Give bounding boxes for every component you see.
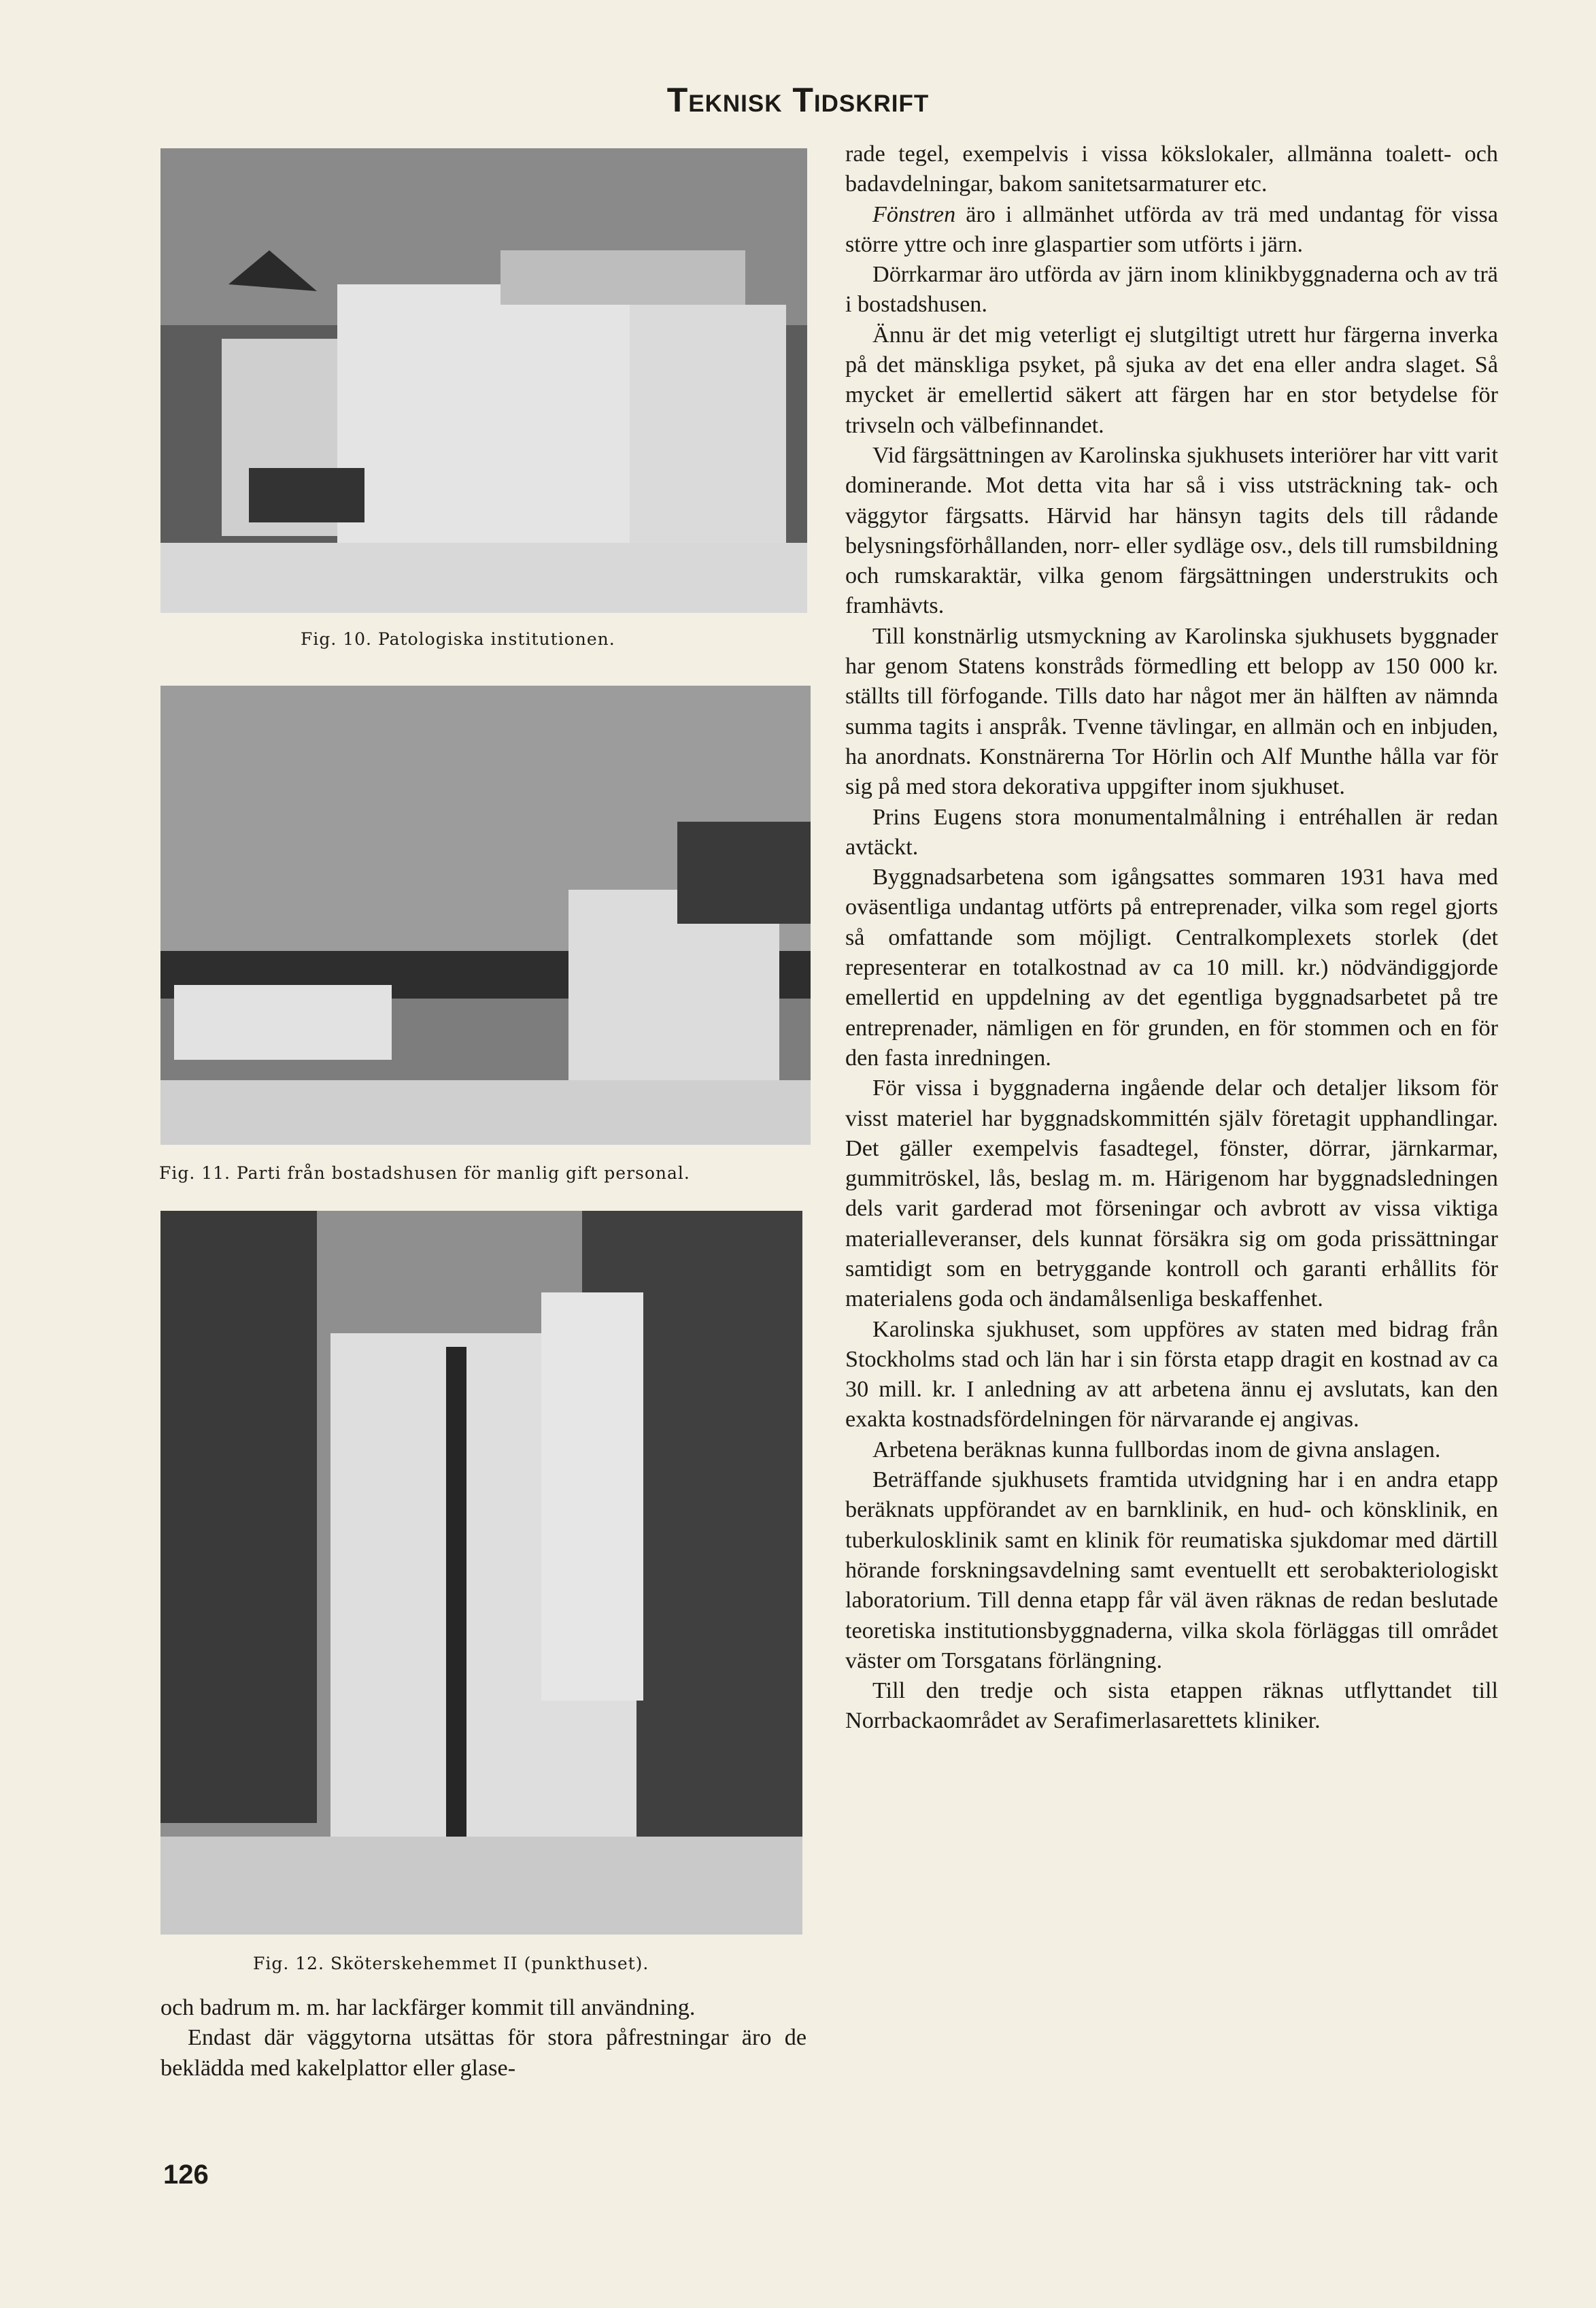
paragraph: Beträffande sjukhusets framtida utvidgning har i en andra etapp beräknats uppförandet av en barnklinik, en hud- och könsklinik, en tuberkulosklinik samt en klinik för reumatiska sjukdomar med därtill hörande forskningsavdelning samt eventuellt ett serobakteriologiskt laboratorium. Till denna etapp får väl även räknas de redan beslutade teoretiska institutionsbyggnaderna, vilka skola förläggas till området väster om Torsgatans förlängning. [845,1467,1498,1673]
paragraph [845,200,1498,261]
paragraph: Byggnadsarbetena som igångsattes sommaren 1931 hava med oväsentliga undantag utförts på entreprenader, vilka som regel gjorts så omfattande som möjligt. Centralkomplexets storlek (det representerar en totalkostnad av ca 10 mill. kr.) nödvändiggjorde emellertid en uppdelning av det egentliga byggnadsarbetet på tre entreprenader, nämligen en för grunden, en för stommen och en för den fasta inredningen. [845,865,1498,1071]
paragraph: Vid färgsättningen av Karolinska sjukhusets interiörer har vitt varit dominerande. Mot detta vita har så i viss utsträckning tak- och väggytor färgsatts. Härvid har hänsyn tagits dels till rådande belysningsförhållanden, norr- eller sydläge osv., dels till rumsbildning och rumskaraktär, vilka genom färgsättningen understrukits och framhävts. [845,442,1498,619]
fig10-photo [160,148,807,613]
fig11-caption: Fig. 11. Parti från bostadshusen för manlig gift personal. [159,1163,690,1183]
fig12-photo [160,1211,802,1935]
paragraph: Dörrkarmar äro utförda av järn inom klinikbyggnaderna och av trä i bostadshusen. [845,262,1498,318]
paragraph: Till konstnärlig utsmyckning av Karolinska sjukhusets byggnader har genom Statens konstråds förmedling ett belopp av 150 000 kr. ställts till förfogande. Tills dato har något mer än hälften av nämnda summa tagits i anspråk. Tvenne tävlingar, en allmän och en inbjuden, ha anordnats. Konstnärerna Tor Hörlin och Alf Munthe hålla var för sig på med stora dekorativa uppgifter inom sjukhuset. [845,623,1498,800]
paragraph: Ännu är det mig veterligt ej slutgiltigt utrett hur färgerna inverka på det mänskliga psyket, på sjuka av det ena eller andra slaget. Så mycket är emellertid säkert att färgen har en stor betydelse för trivseln och välbefinnandet. [845,322,1498,438]
fig10-caption: Fig. 10. Patologiska institutionen. [301,629,615,649]
paragraph: Till den tredje och sista etappen räknas utflyttandet till Norrbackaområdet av Serafimerlasarettets kliniker. [845,1678,1498,1734]
paragraph-rest: äro i allmänhet utförda av trä med undantag för vissa större yttre och inre glaspartier som utförts i järn. [845,201,1498,257]
paragraph: För vissa i byggnaderna ingående delar och detaljer liksom för visst materiel har byggnadskommittén själv företagit upphandlingar. Det gäller exempelvis fasadtegel, fönster, dörrar, järnkarmar, gummitröskel, lås, beslag m. m. Härigenom har byggnadsledningen dels varit garderad mot förseningar och avbrott av vissa viktiga materialleveranser, dels kunnat försäkra sig om goda prissättningar samtidigt som en betryggande kontroll och garanti erhållits för materialens goda och ändamålsenliga beskaffenhet. [845,1075,1498,1312]
fig11-photo [160,686,811,1145]
page-number: 126 [163,2160,209,2190]
left-column-text [160,1993,807,2084]
fig12-caption: Fig. 12. Sköterskehemmet II (punkthuset). [253,1954,649,1973]
emphasis-word: Fönstren [872,201,956,227]
running-header: Teknisk Tidskrift [666,81,930,119]
paragraph: Endast där väggytorna utsättas för stora påfrestningar äro de beklädda med kakelplattor eller glase- [160,2025,807,2081]
paragraph: rade tegel, exempelvis i vissa kökslokaler, allmänna toalett- och badavdelningar, bakom sanitetsarmaturer etc. [845,141,1498,197]
paragraph: Arbetena beräknas kunna fullbordas inom de givna anslagen. [872,1437,1441,1462]
paragraph: Karolinska sjukhuset, som uppföres av staten med bidrag från Stockholms stad och län har i sin första etapp dragit en kostnad av ca 30 mill. kr. I anledning av att arbetena ännu ej avslutats, kan den exakta kostnadsfördelningen för närvarande ej angivas. [845,1316,1498,1433]
right-column-text [845,139,1498,1737]
paragraph: Prins Eugens stora monumentalmålning i entréhallen är redan avtäckt. [845,804,1498,860]
paragraph: och badrum m. m. har lackfärger kommit till användning. [160,1995,696,2020]
